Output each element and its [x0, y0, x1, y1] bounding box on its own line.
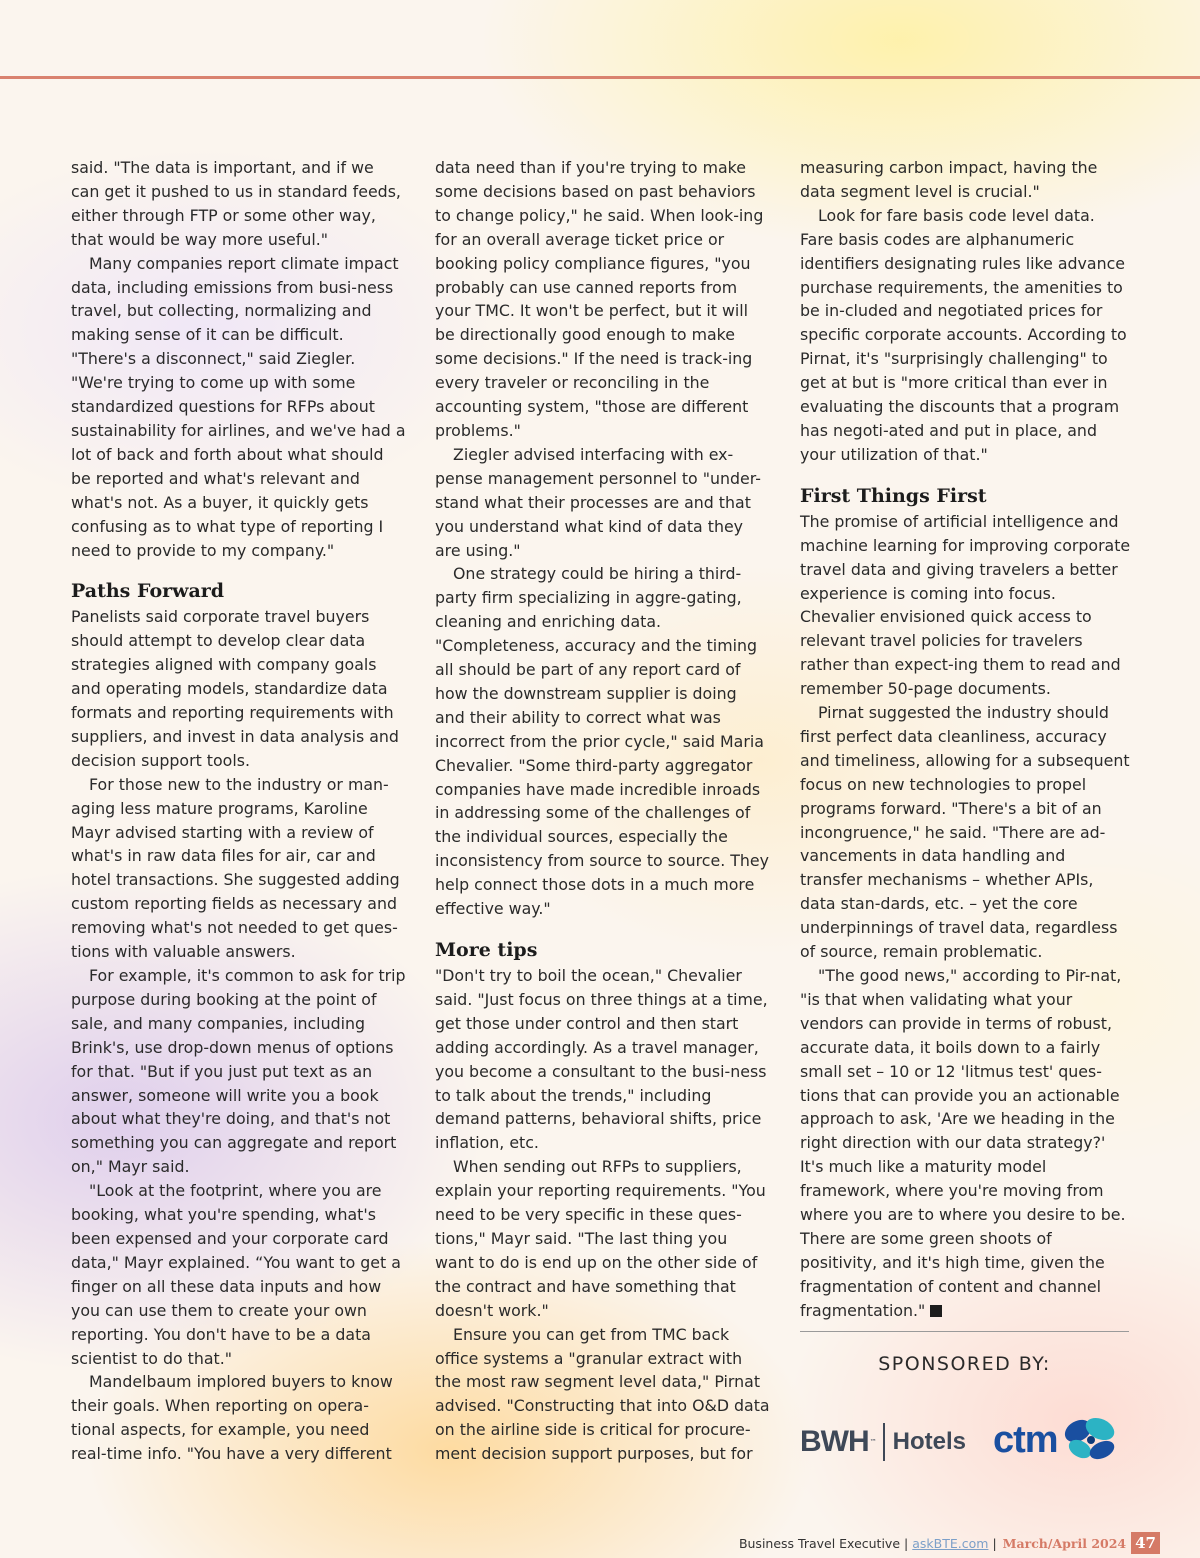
paragraph: data need than if you're trying to make some decisions based on past behaviors to change policy," he said. When look-ing for an overall average ticket price or booking policy compliance figures, "you probably can use canned reports from your TMC. It won't be perfect, but it will be directionally good enough to make some decisions." If the need is track-ing every traveler or reconciling in the accounting system, "those are different problems." — [435, 158, 764, 440]
website-link[interactable]: askBTE.com — [912, 1535, 989, 1551]
bwh-logo-divider — [883, 1423, 885, 1461]
paragraph-final — [800, 964, 1132, 1323]
bwh-hotels-logo — [800, 1420, 966, 1464]
footer-separator: | — [992, 1535, 997, 1551]
end-mark-icon — [930, 1305, 942, 1317]
footer-separator: | — [904, 1535, 909, 1551]
paragraph: said. "The data is important, and if we can get it pushed to us in standard feeds, either through FTP or some other way, that would be way more useful." — [71, 158, 401, 249]
header-rule — [0, 76, 1200, 79]
paragraph: Ensure you can get from TMC back office systems a "granular extract with the most raw segment level data," Pirnat advised. "Constructing that into O&D data on the airline side is critical for procure-ment decision support purposes, but for — [435, 1324, 770, 1464]
section-heading-more-tips: More tips — [435, 939, 538, 961]
paragraph: For those new to the industry or man-aging less mature programs, Karoline Mayr advised starting with a review of what's in raw data files for air, car and hotel transactions. She suggested adding custom reporting fields as necessary and removing what's not needed to get ques-tions with valuable answers. — [71, 774, 400, 962]
paragraph: Panelists said corporate travel buyers should attempt to develop clear data strategies aligned with company goals and operating models, standardize data formats and reporting requirements with suppliers, and invest in data analysis and decision support tools. — [71, 607, 399, 770]
bwh-wordmark: BWH — [800, 1425, 869, 1458]
paragraph: Pirnat suggested the industry should first perfect data cleanliness, accuracy and timeliness, allowing for a subsequent focus on new technologies to propel programs forward. "There's a bit of an incongruence," he said. "There are ad-vancements in data handling and transfer mechanisms – whether APIs, data stan-dards, etc. – yet the core underpinnings of travel data, regardless of source, remain problematic. — [800, 703, 1130, 962]
article-column-1 — [71, 156, 407, 1466]
page-footer — [739, 1532, 1160, 1554]
section-heading-first-things-first: First Things First — [800, 484, 987, 507]
bwh-hotels-wordmark: Hotels — [892, 1428, 967, 1455]
page-number: 47 — [1131, 1532, 1160, 1554]
paragraph: The promise of artificial intelligence and machine learning for improving corporate travel data and giving travelers a better experience is coming into focus. Chevalier envisioned quick access to relevant travel policies for travelers rather than expect-ing them to read and remember 50-page documents. — [800, 511, 1131, 699]
paragraph: Ziegler advised interfacing with ex-pense management personnel to "under-stand what their processes are and that you understand what kind of data they are using." — [435, 444, 761, 560]
sponsored-by-label: SPONSORED BY: — [878, 1353, 1051, 1375]
bwh-trademark: ™ — [869, 1438, 877, 1446]
paragraph: Look for fare basis code level data. Fare basis codes are alphanumeric identifiers designating rules like advance purchase requirements, the amenities to be in-cluded and negotiated prices for specific corporate accounts. According to Pirnat, it's "surprisingly challenging" to get at but is "more critical than ever in evaluating the discounts that a program has negoti-ated and put in place, and your utilization of that." — [800, 205, 1127, 464]
sponsor-divider — [800, 1331, 1129, 1332]
paragraph: "Don't try to boil the ocean," Chevalier said. "Just focus on three things at a time, get those under control and then start adding accordingly. As a travel manager, you become a consultant to the busi-ness to talk about the trends," including demand patterns, behavioral shifts, price inflation, etc. — [435, 966, 768, 1153]
article-column-2 — [435, 156, 771, 1466]
issue-date: March/April 2024 — [1002, 1535, 1127, 1551]
paragraph: "Look at the footprint, where you are booking, what you're spending, what's been expensed and your corporate card data," Mayr explained. “You want to get a finger on all these data inputs and how you can use them to create your own reporting. You don't have to be a data scientist to do that." — [71, 1181, 401, 1368]
ctm-wordmark: ctm — [993, 1418, 1058, 1461]
paragraph: For example, it's common to ask for trip purpose during booking at the point of sale, and many companies, including Brink's, use drop-down menus of options for that. "But if you just put text as an answer, someone will write you a book about what they're doing, and that's not something you can aggregate and report on," Mayr said. — [71, 966, 406, 1177]
publication-name: Business Travel Executive — [738, 1535, 901, 1551]
ctm-butterfly-icon — [1060, 1415, 1122, 1465]
ctm-logo — [993, 1414, 1122, 1466]
paragraph: measuring carbon impact, having the data segment level is crucial." — [800, 158, 1098, 201]
paragraph: Many companies report climate impact data, including emissions from busi-ness travel, but collecting, normalizing and making sense of it can be difficult. "There's a disconnect," said Ziegler. "We're trying to come up with some standardized questions for RFPs about sustainability for airlines, and we've had a lot of back and forth about what should be reported and what's relevant and what's not. As a buyer, it quickly gets confusing as to what type of reporting I need to provide to my company." — [71, 253, 406, 560]
section-heading-paths-forward: Paths Forward — [71, 580, 225, 603]
article-column-3 — [800, 156, 1132, 1323]
paragraph: When sending out RFPs to suppliers, explain your reporting requirements. "You need to be very specific in these ques-tions," Mayr said. "The last thing you want to do is end up on the other side of the contract and have something that doesn't work." — [435, 1157, 766, 1320]
paragraph: One strategy could be hiring a third-party firm specializing in aggre-gating, cleaning and enriching data. "Completeness, accuracy and the timing all should be part of any report card of how the downstream supplier is doing and their ability to correct what was incorrect from the prior cycle," said Maria Chevalier. "Some third-party aggregator companies have made incredible inroads in addressing some of the challenges of the individual sources, especially the inconsistency from source to source. They help connect those dots in a much more effective way." — [435, 564, 769, 919]
paragraph: Mandelbaum implored buyers to know their goals. When reporting on opera-tional aspects, for example, you need real-time info. "You have a very different — [71, 1372, 393, 1464]
paragraph-text: "The good news," according to Pir-nat, "is that when validating what your vendors can provide in terms of robust, accurate data, it boils down to a fairly small set – 10 or 12 'litmus test' ques-tions that can provide you an actionable approach to ask, 'Are we heading in the right direction with our data strategy?' It's much like a maturity model framework, where you're moving from where you are to where you desire to be. There are some green shoots of positivity, and it's high time, given the fragmentation of content and channel fragmentation." — [800, 966, 1126, 1320]
